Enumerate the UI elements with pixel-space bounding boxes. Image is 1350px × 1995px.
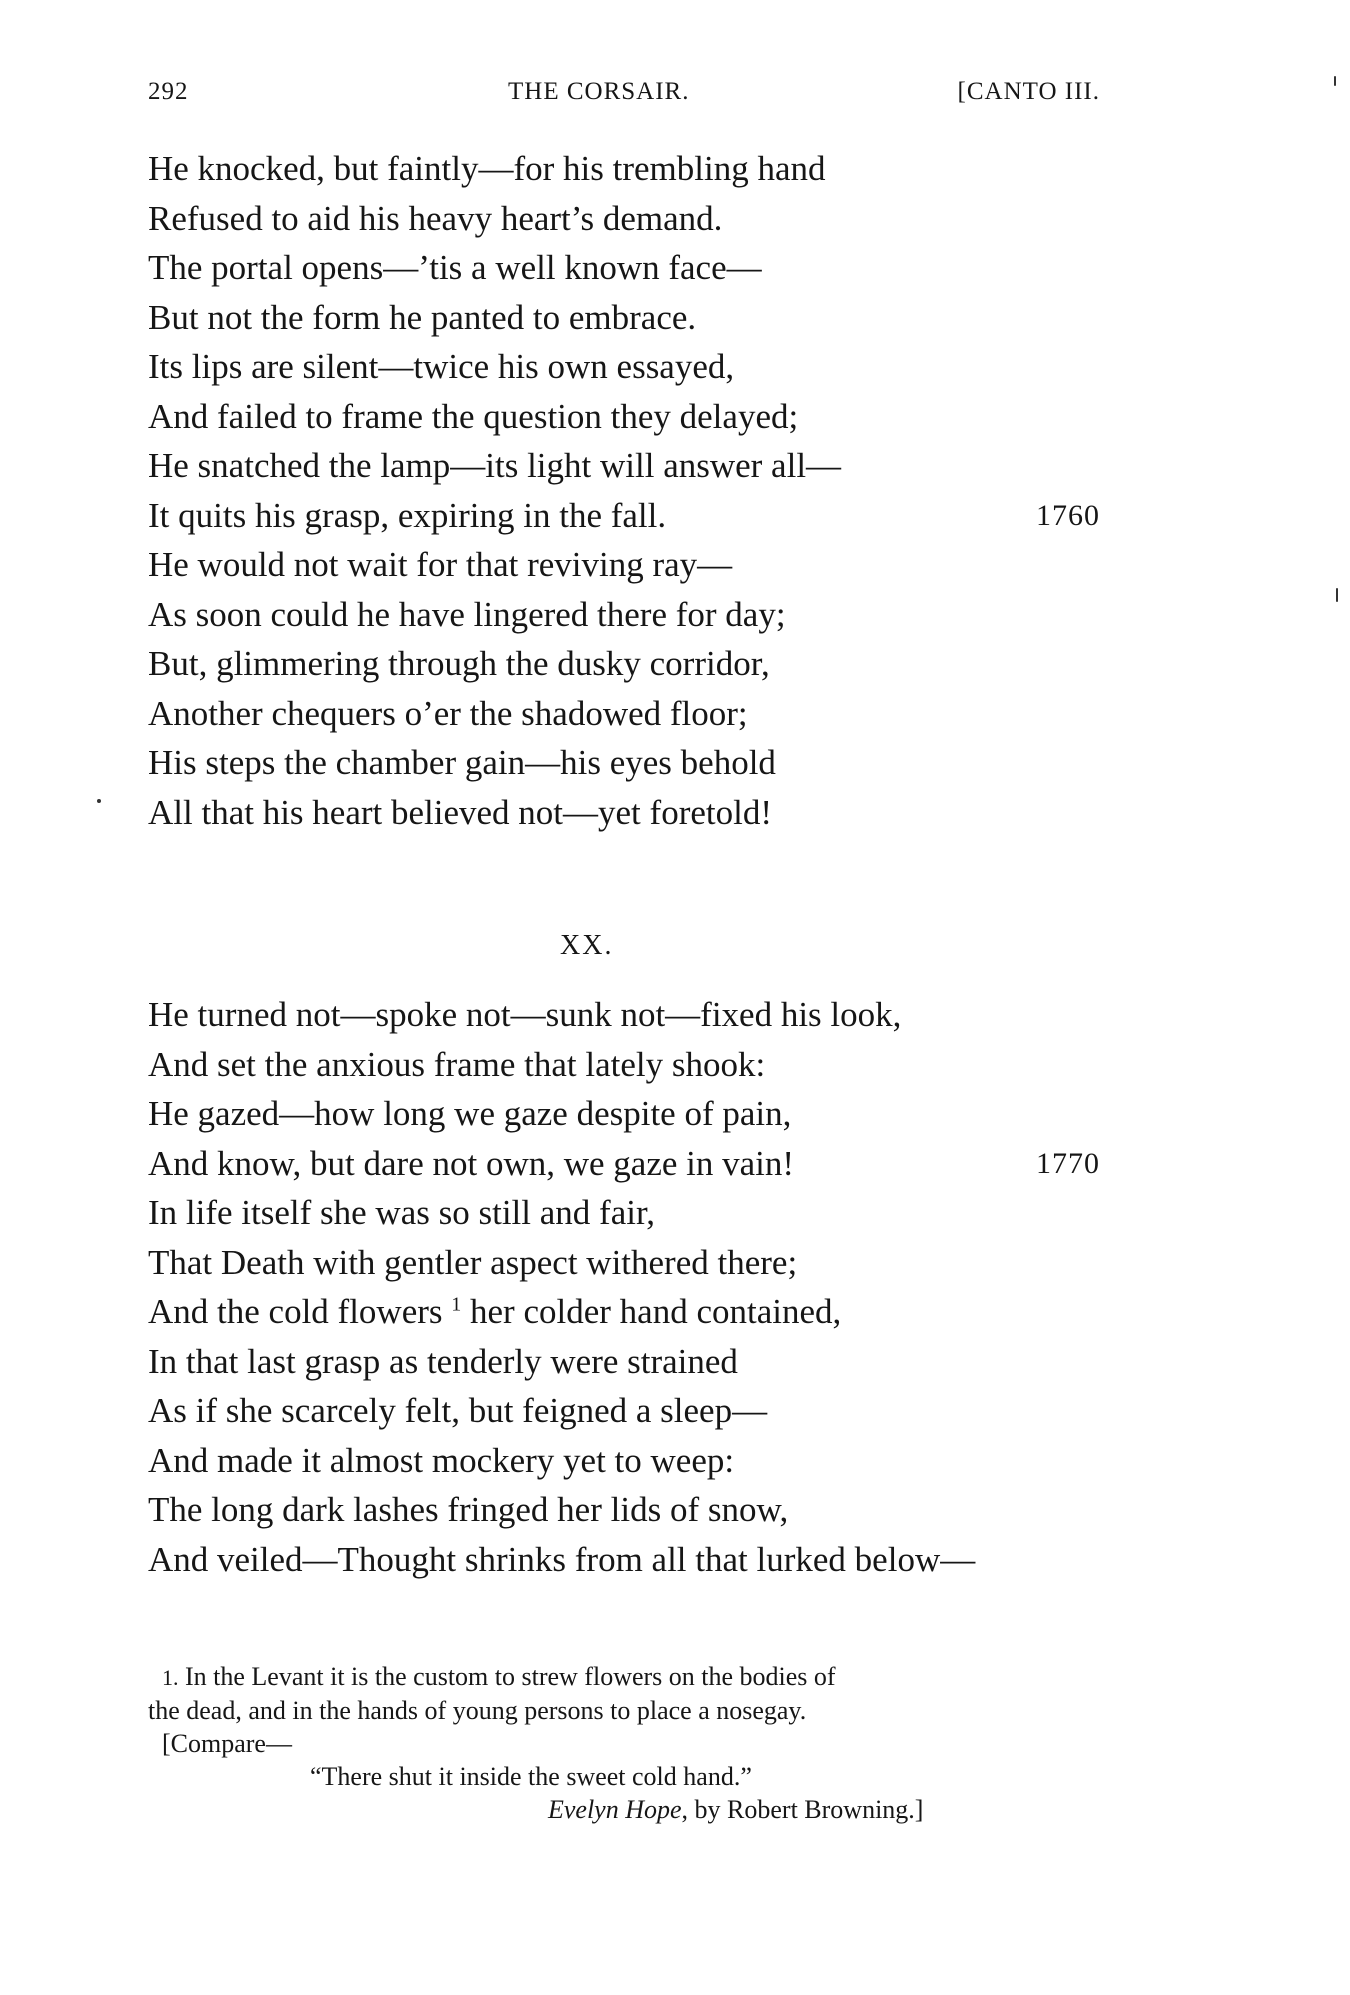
verse-line: As soon could he have lingered there for day; xyxy=(148,594,786,634)
verse-text: her colder hand contained, xyxy=(470,1292,842,1331)
verse-line: He knocked, but faintly—for his trembling hand xyxy=(148,149,826,188)
line-number: 1770 xyxy=(1036,1146,1100,1180)
verse-line: And set the anxious frame that lately shook: xyxy=(148,1044,766,1084)
footnote-marker: 1. xyxy=(162,1665,179,1690)
verse-line: But not the form he panted to embrace. xyxy=(148,297,697,337)
stanza-xix-ending xyxy=(148,144,1100,837)
source-title: Evelyn Hope xyxy=(548,1795,682,1824)
verse-line: In life itself she was so still and fair, xyxy=(148,1193,655,1232)
footnote-attribution xyxy=(148,1793,1100,1826)
verse-line: Another chequers o’er the shadowed floor; xyxy=(148,693,748,733)
verse-line: And veiled—Thought shrinks from all that lurked below— xyxy=(148,1539,976,1579)
verse-line: Its lips are silent—twice his own essayed, xyxy=(148,347,735,386)
verse-text: It quits his grasp, expiring in the fall. xyxy=(148,495,667,535)
margin-mark xyxy=(1334,76,1336,86)
footnote-line xyxy=(148,1660,1100,1694)
margin-mark xyxy=(1336,588,1338,602)
verse-line: He would not wait for that reviving ray— xyxy=(148,545,733,584)
verse-line: That Death with gentler aspect withered there; xyxy=(148,1242,798,1282)
verse-line: The long dark lashes fringed her lids of snow, xyxy=(148,1490,789,1529)
verse-line: He snatched the lamp—its light will answer all— xyxy=(148,446,842,485)
verse-line: And failed to frame the question they delayed; xyxy=(148,396,799,436)
footnote-reference: 1 xyxy=(451,1293,462,1316)
verse-line: His steps the chamber gain—his eyes behold xyxy=(148,743,776,782)
verse-line: Refused to aid his heavy heart’s demand. xyxy=(148,198,723,238)
footnote-quote: “There shut it inside the sweet cold hand.” xyxy=(310,1762,752,1791)
verse-text: And the cold flowers xyxy=(148,1292,443,1331)
footnote-text: In the Levant it is the custom to strew flowers on the bodies of xyxy=(185,1662,836,1691)
verse-line-1770 xyxy=(148,1139,1100,1189)
verse-line: He turned not—spoke not—sunk not—fixed his look, xyxy=(148,995,902,1034)
verse-line-1760 xyxy=(148,491,1100,541)
verse-line: The portal opens—’tis a well known face— xyxy=(148,248,762,287)
footnote xyxy=(148,1660,1100,1826)
footnote-compare: [Compare— xyxy=(162,1729,292,1758)
source-author: , by Robert Browning.] xyxy=(681,1795,924,1824)
verse-line-with-footnote xyxy=(148,1287,1100,1337)
verse-line: He gazed—how long we gaze despite of pain, xyxy=(148,1094,792,1133)
stanza-number: XX. xyxy=(560,930,614,961)
verse-line: As if she scarcely felt, but feigned a sleep— xyxy=(148,1391,768,1430)
footnote-line: the dead, and in the hands of young persons to place a nosegay. xyxy=(148,1696,807,1725)
verse-line: All that his heart believed not—yet foretold! xyxy=(148,792,772,832)
verse-text: And know, but dare not own, we gaze in vain! xyxy=(148,1143,795,1183)
page-number: 292 xyxy=(148,78,189,105)
verse-line: In that last grasp as tenderly were strained xyxy=(148,1341,738,1381)
verse-line: And made it almost mockery yet to weep: xyxy=(148,1440,735,1480)
verse-line: But, glimmering through the dusky corridor, xyxy=(148,644,770,683)
running-title: THE CORSAIR. xyxy=(508,78,690,105)
stanza-xx xyxy=(148,990,1100,1584)
canto-label: [CANTO III. xyxy=(957,78,1100,105)
line-number: 1760 xyxy=(1036,498,1100,532)
page-header xyxy=(148,78,1100,122)
print-speck xyxy=(97,799,101,803)
